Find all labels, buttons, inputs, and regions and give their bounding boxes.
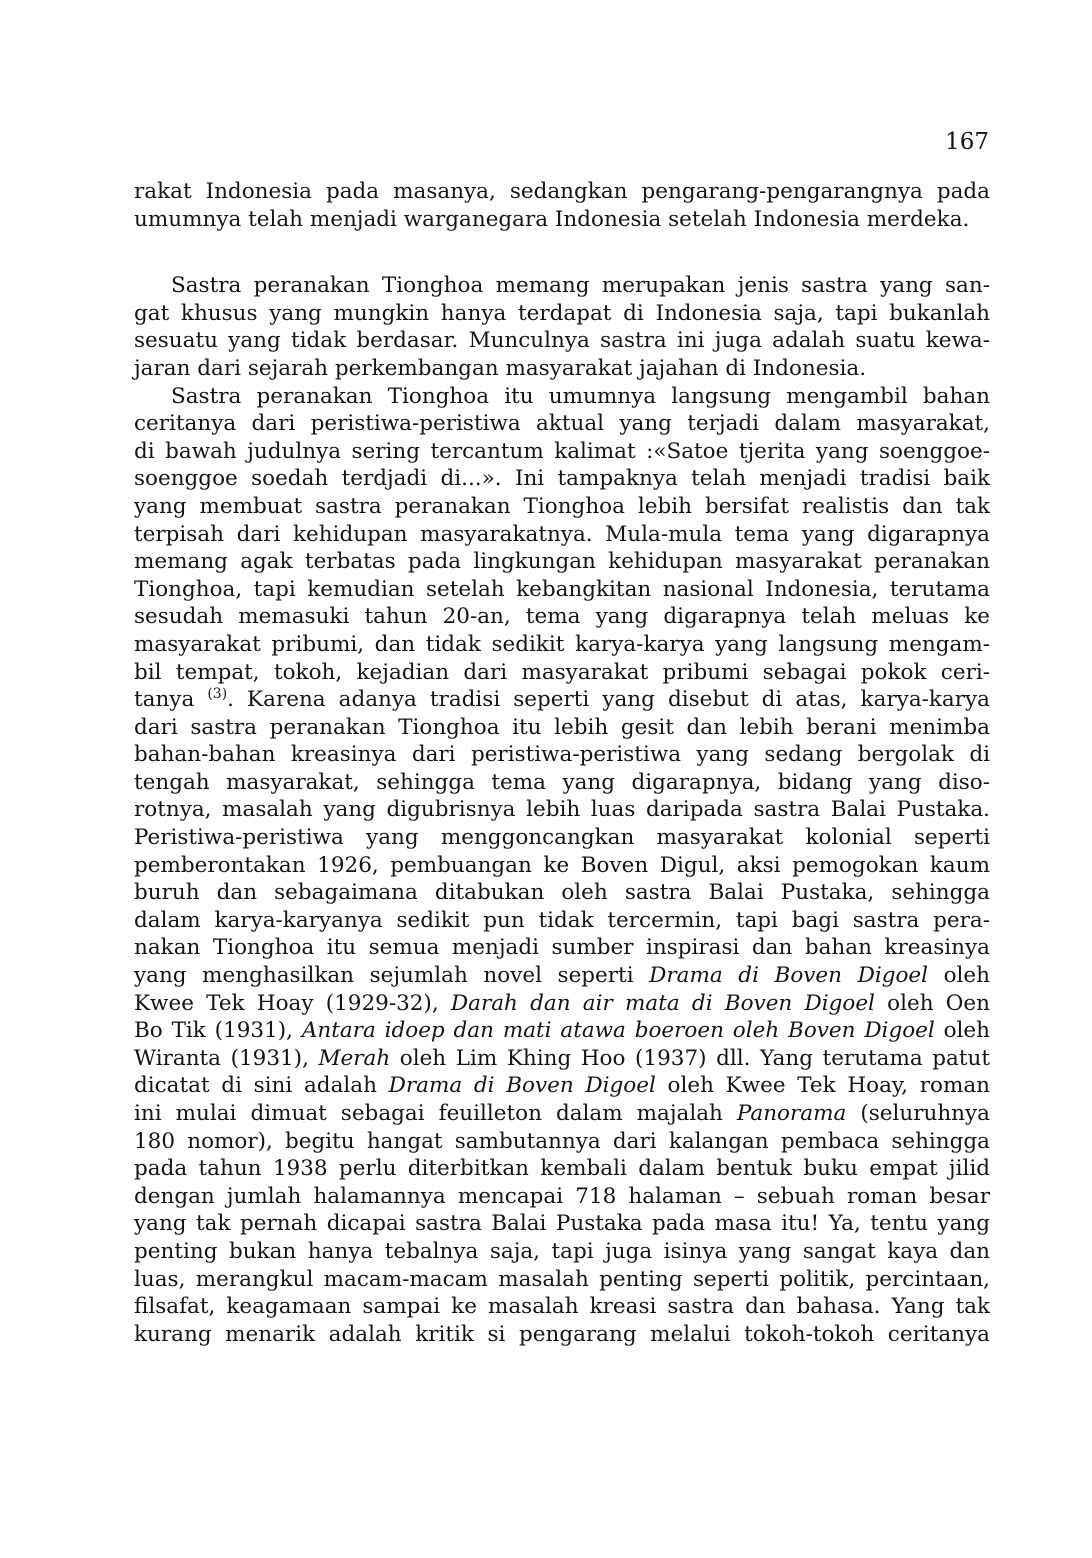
- text-line: umumnya telah menjadi warganegara Indonesia setelah Indonesia merdeka.: [134, 206, 970, 232]
- text-line: dengan jumlah halamannya mencapai 718 halaman – sebuah roman besar: [134, 1183, 990, 1209]
- text-line-with-title: [134, 1100, 990, 1128]
- text-line: pemberontakan 1926, pembuangan ke Boven Digul, aksi pemogokan kaum: [134, 852, 990, 878]
- line-text-segment: ini mulai dimuat sebagai feuilleton dalam majalah: [134, 1101, 737, 1126]
- line-text-segment: tanya: [134, 687, 208, 713]
- line-text-segment: oleh Oen: [874, 990, 991, 1016]
- book-title: Antara idoep dan mati atawa boeroen oleh Boven Digoel: [301, 1018, 935, 1044]
- text-line: Sastra peranakan Tionghoa memang merupakan jenis sastra yang san-: [171, 273, 990, 299]
- book-title: Darah dan air mata di Boven Digoel: [450, 990, 875, 1016]
- paragraph-2: [134, 272, 990, 382]
- text-line: gat khusus yang mungkin hanya terdapat di Indonesia saja, tapi bukanlah: [134, 300, 990, 326]
- text-line: ceritanya dari peristiwa-peristiwa aktual yang terjadi dalam masyarakat,: [134, 411, 990, 437]
- line-text-segment: oleh Lim Khing Hoo (1937) dll. Yang terutama patut: [390, 1045, 990, 1071]
- footnote-reference: (3): [207, 686, 228, 703]
- text-line: dari sastra peranakan Tionghoa itu lebih gesit dan lebih berani menimba: [134, 714, 990, 740]
- magazine-title: Panorama: [736, 1101, 847, 1126]
- text-line: luas, merangkul macam-macam masalah penting seperti politik, percintaan,: [134, 1266, 990, 1292]
- text-line: memang agak terbatas pada lingkungan kehidupan masyarakat peranakan: [134, 549, 990, 575]
- text-line: di bawah judulnya sering tercantum kalimat :«Satoe tjerita yang soenggoe-: [134, 438, 990, 464]
- text-line-with-title: [134, 962, 990, 990]
- text-line: buruh dan sebagaimana ditabukan oleh sastra Balai Pustaka, sehingga: [134, 880, 990, 906]
- text-line: bahan-bahan kreasinya dari peristiwa-peristiwa yang sedang bergolak di: [134, 742, 990, 768]
- text-line: soenggoe soedah terdjadi di...». Ini tampaknya telah menjadi tradisi baik: [134, 466, 990, 492]
- text-line: dalam karya-karyanya sedikit pun tidak tercermin, tapi bagi sastra pera-: [134, 907, 990, 933]
- line-text-segment: yang menghasilkan sejumlah novel seperti: [134, 963, 650, 989]
- text-line: jaran dari sejarah perkembangan masyarakat jajahan di Indonesia.: [134, 355, 867, 381]
- text-line: rotnya, masalah yang digubrisnya lebih luas daripada sastra Balai Pustaka.: [134, 797, 990, 823]
- text-line-with-footnote: [134, 686, 990, 714]
- paragraph-1: [134, 178, 990, 233]
- line-text-segment: . Karena adanya tradisi seperti yang disebut di atas, karya-karya: [227, 687, 990, 713]
- line-text-segment: oleh: [928, 963, 990, 989]
- text-line: Tionghoa, tapi kemudian setelah kebangkitan nasional Indonesia, terutama: [134, 576, 990, 602]
- line-text-segment: (seluruhnya: [846, 1101, 990, 1126]
- text-line: yang tak pernah dicapai sastra Balai Pustaka pada masa itu! Ya, tentu yang: [134, 1211, 990, 1237]
- text-line: 180 nomor), begitu hangat sambutannya dari kalangan pembaca sehingga: [134, 1128, 990, 1154]
- text-line: sesuatu yang tidak berdasar. Munculnya sastra ini juga adalah suatu kewa-: [134, 328, 990, 354]
- text-line: tengah masyarakat, sehingga tema yang digarapnya, bidang yang diso-: [134, 769, 990, 795]
- text-line: penting bukan hanya tebalnya saja, tapi juga isinya yang sangat kaya dan: [134, 1238, 990, 1264]
- book-title: Merah: [318, 1045, 391, 1071]
- text-line-with-title: [134, 1017, 990, 1045]
- text-line: Sastra peranakan Tionghoa itu umumnya langsung mengambil bahan: [171, 383, 990, 409]
- text-line: terpisah dari kehidupan masyarakatnya. Mula-mula tema yang digarapnya: [134, 521, 990, 547]
- text-line: rakat Indonesia pada masanya, sedangkan pengarang-pengarangnya pada: [134, 179, 990, 204]
- book-title: Drama di Boven Digoel: [388, 1073, 656, 1099]
- book-title: Drama di Boven Digoel: [649, 963, 929, 989]
- text-line: yang membuat sastra peranakan Tionghoa lebih bersifat realistis dan tak: [134, 493, 990, 519]
- line-text-segment: oleh Kwee Tek Hoay, roman: [655, 1073, 990, 1099]
- text-line-with-title: [134, 1072, 990, 1100]
- text-line: kurang menarik adalah kritik si pengarang melalui tokoh-tokoh ceritanya: [134, 1321, 990, 1347]
- line-text-segment: oleh: [934, 1018, 990, 1044]
- text-line: pada tahun 1938 perlu diterbitkan kembali dalam bentuk buku empat jilid: [134, 1156, 990, 1182]
- line-text-segment: Bo Tik (1931),: [134, 1018, 302, 1044]
- text-line-with-title: [134, 1045, 990, 1073]
- text-line: bil tempat, tokoh, kejadian dari masyarakat pribumi sebagai pokok ceri-: [134, 659, 990, 685]
- body-text: [134, 178, 990, 1348]
- text-line: masyarakat pribumi, dan tidak sedikit karya-karya yang langsung mengam-: [134, 631, 990, 657]
- line-text-segment: Kwee Tek Hoay (1929-32),: [134, 990, 451, 1016]
- paragraph-gap: [134, 233, 990, 272]
- text-line: Peristiwa-peristiwa yang menggoncangkan masyarakat kolonial seperti: [134, 825, 990, 851]
- paragraph-3: [134, 383, 990, 1349]
- text-line: sesudah memasuki tahun 20-an, tema yang digarapnya telah meluas ke: [134, 604, 990, 630]
- line-text-segment: dicatat di sini adalah: [134, 1073, 389, 1099]
- text-line: nakan Tionghoa itu semua menjadi sumber inspirasi dan bahan kreasinya: [134, 935, 990, 961]
- text-line: filsafat, keagamaan sampai ke masalah kreasi sastra dan bahasa. Yang tak: [134, 1294, 990, 1320]
- page-number: 167: [945, 129, 989, 155]
- text-line-with-title: [134, 990, 990, 1018]
- line-text-segment: Wiranta (1931),: [134, 1045, 319, 1071]
